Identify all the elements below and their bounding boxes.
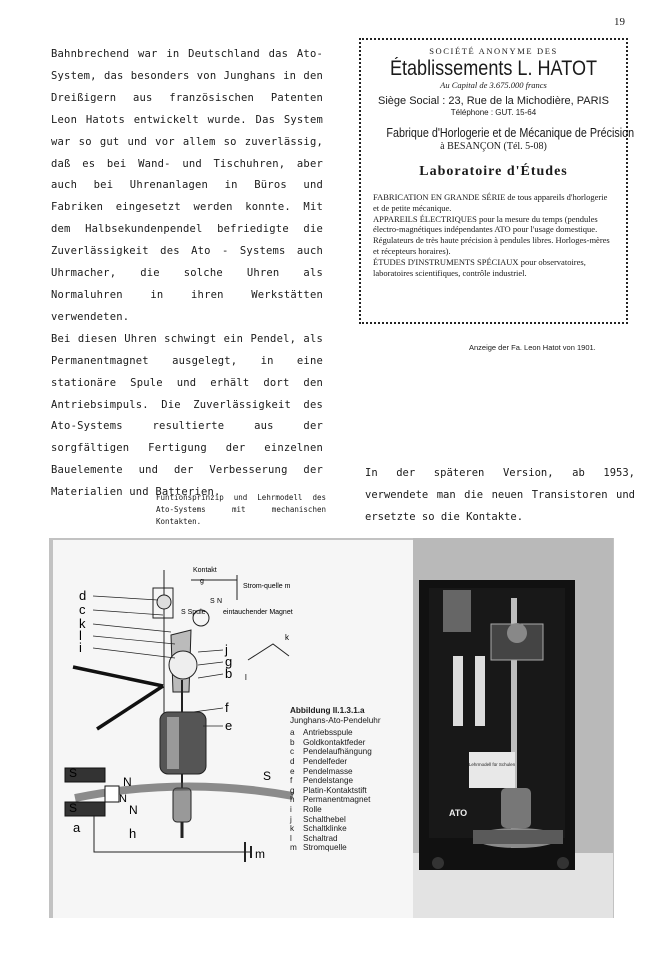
magnet-s: S bbox=[210, 598, 215, 605]
hatot-advertisement bbox=[359, 38, 635, 324]
diagram-board bbox=[53, 540, 413, 918]
ad-lines bbox=[369, 192, 618, 278]
ad-city: à BESANÇON (Tél. 5-08) bbox=[440, 141, 547, 152]
legend-item: j Schalthebel bbox=[290, 814, 346, 824]
figure-legend bbox=[290, 706, 410, 853]
contact-g-label: g bbox=[200, 578, 204, 585]
coil-s-label: S bbox=[69, 766, 78, 780]
legend-item: b Goldkontaktfeder bbox=[290, 737, 366, 747]
ratchet-wheel bbox=[507, 623, 527, 643]
leader-line bbox=[93, 636, 175, 644]
photograph bbox=[49, 538, 614, 918]
label-m: m bbox=[255, 847, 265, 861]
ad-phone: Téléphone : GUT. 15-64 bbox=[450, 108, 537, 117]
foot bbox=[557, 857, 569, 869]
leader-line bbox=[198, 674, 223, 678]
foot bbox=[432, 857, 444, 869]
ad-caption: Anzeige der Fa. Leon Hatot von 1901. bbox=[469, 343, 596, 352]
pendulum-magnet bbox=[501, 788, 531, 828]
label-f: f bbox=[225, 700, 229, 715]
label-a: a bbox=[73, 820, 81, 835]
legend-item: l Schaltrad bbox=[290, 833, 338, 843]
lever bbox=[453, 656, 463, 726]
circuit-wire bbox=[94, 816, 251, 852]
ad-title: Établissements L. HATOT bbox=[389, 57, 598, 80]
leader-line bbox=[93, 596, 158, 600]
right-text bbox=[365, 462, 635, 528]
switch-block bbox=[443, 590, 471, 632]
legend-item: f Pendelstange bbox=[290, 776, 354, 786]
figure-caption: Funtionsprinzip und Lehrmodell des Ato-Systems mit mechanischen Kontakten. bbox=[156, 493, 326, 526]
ad-lab: Laboratoire d'Études bbox=[419, 164, 568, 179]
label-l: l bbox=[79, 628, 82, 643]
permanent-magnet bbox=[173, 788, 191, 822]
model-card-text: Lehrmodell für Schulen bbox=[468, 762, 516, 767]
legend-item: k Schaltklinke bbox=[290, 824, 347, 834]
legend-item: e Pendelmasse bbox=[290, 766, 353, 776]
contact-label: Kontakt bbox=[193, 567, 217, 574]
s-label: S bbox=[263, 769, 272, 783]
label-b: b bbox=[225, 666, 233, 681]
legend-title: Abbildung II.1.3.1.a bbox=[290, 706, 365, 715]
legend-item: m Stromquelle bbox=[290, 843, 347, 853]
label-d: d bbox=[79, 588, 87, 603]
coil-n-label: N bbox=[123, 775, 132, 789]
paragraph: In der späteren Version, ab 1953, verwendete man die neuen Transistoren und ersetzte so die Kontakte. bbox=[365, 467, 635, 523]
model-card bbox=[469, 752, 515, 788]
legend-item: i Rolle bbox=[290, 804, 322, 814]
ad-line: FABRICATION EN GRANDE SÉRIE de tous appareils d'horlogerie et de petite mécanique. bbox=[373, 192, 608, 213]
label-i: i bbox=[79, 640, 82, 655]
ad-line: ÉTUDES D'INSTRUMENTS SPÉCIAUX pour observatoires, laboratoires scientifiques, contrôle industriel. bbox=[373, 256, 586, 278]
leader-line bbox=[193, 708, 223, 712]
inset-ratchet bbox=[248, 644, 289, 660]
coil-n2-label: N bbox=[129, 803, 138, 817]
label-k: k bbox=[79, 616, 86, 631]
leader-line bbox=[198, 662, 223, 665]
coil-assembly bbox=[473, 830, 563, 844]
legend-subtitle: Junghans-Ato-Pendeluhr bbox=[290, 715, 381, 725]
spool-label: S Spule bbox=[181, 609, 206, 616]
label-h: h bbox=[129, 826, 137, 841]
paragraph: Bahnbrechend war in Deutschland das Ato-System, das besonders von Junghans in den Dreißigern aus französischen Patenten Leon Hatots entwickelt wurde. Das System war so gut und vor allem so zuverlässig, daß es bei Wand- und Tischuhren, aber auch bei Uhrenanlagen in Büros und Fabriken eingesetzt werden konnte. Mit dem Halbsekundenpendel befriedigte die Zuverlässigkeit des Ato - Systems auch Uhrmacher, die solche Uhren als Normaluhren in ihren Werkstätten verwendeten. bbox=[51, 48, 323, 323]
clock-hand bbox=[73, 667, 163, 686]
ratchet-wheel bbox=[169, 651, 197, 679]
pendulum-shading bbox=[167, 717, 179, 769]
power-source-label: Strom-quelle m bbox=[243, 583, 291, 590]
magnet-n: N bbox=[217, 598, 223, 605]
ad-seat: Siège Social : 23, Rue de la Michodière, PARIS bbox=[378, 95, 609, 107]
leader-line bbox=[93, 624, 171, 632]
leader-line bbox=[93, 648, 175, 658]
inset-k: k bbox=[285, 633, 289, 642]
inset-l: l bbox=[245, 673, 247, 682]
body-text bbox=[51, 44, 323, 504]
label-g: g bbox=[225, 654, 233, 669]
paragraph: Bei diesen Uhren schwingt ein Pendel, als Permanentmagnet ausgelegt, in eine stationäre Spule und erhält dort den Antriebsimpuls. Die Zuverlässigkeit des Ato-Systems resultierte aus der sorgfältigen Fertigung der einzelnen Bauelemente und der Verbesserung der Materialien und Batterien. bbox=[51, 332, 323, 499]
ad-company: SOCIÉTÉ ANONYME DES bbox=[429, 46, 558, 56]
ad-line: APPAREILS ÉLECTRIQUES pour la mesure du temps (pendules électro-magnétiques indépendantes ATO pour l'usage domestique. Régulateurs de très haute précision à pendules libres. Horloges-mères et récepteurs horaires). bbox=[373, 213, 610, 256]
ato-label: ATO bbox=[449, 808, 468, 818]
leader-line bbox=[198, 650, 223, 652]
label-e: e bbox=[225, 718, 233, 733]
clock-hand bbox=[97, 686, 163, 729]
coil-s2-label: S bbox=[69, 801, 78, 815]
label-c: c bbox=[79, 602, 86, 617]
legend-item: a Antriebsspule bbox=[290, 728, 353, 738]
lever bbox=[475, 656, 485, 726]
teaching-model bbox=[413, 538, 613, 918]
n0-label: N bbox=[119, 793, 127, 805]
legend-item: d Pendelfeder bbox=[290, 756, 348, 766]
contact-bulb bbox=[157, 595, 171, 609]
pendulum-mass bbox=[160, 712, 206, 774]
coil-core bbox=[105, 786, 119, 802]
magnet-label: eintauchender Magnet bbox=[223, 609, 293, 616]
label-j: j bbox=[225, 642, 228, 657]
legend-item: c Pendelaufhängung bbox=[290, 747, 372, 757]
legend-item: g Platin-Kontaktstift bbox=[290, 785, 367, 795]
ad-fabrique: Fabrique d'Horlogerie et de Mécanique de Précision bbox=[386, 126, 635, 140]
page-number: 19 bbox=[614, 16, 625, 28]
ad-capital: Au Capital de 3.675.000 francs bbox=[440, 80, 547, 90]
legend-item: h Permanentmagnet bbox=[290, 795, 371, 805]
